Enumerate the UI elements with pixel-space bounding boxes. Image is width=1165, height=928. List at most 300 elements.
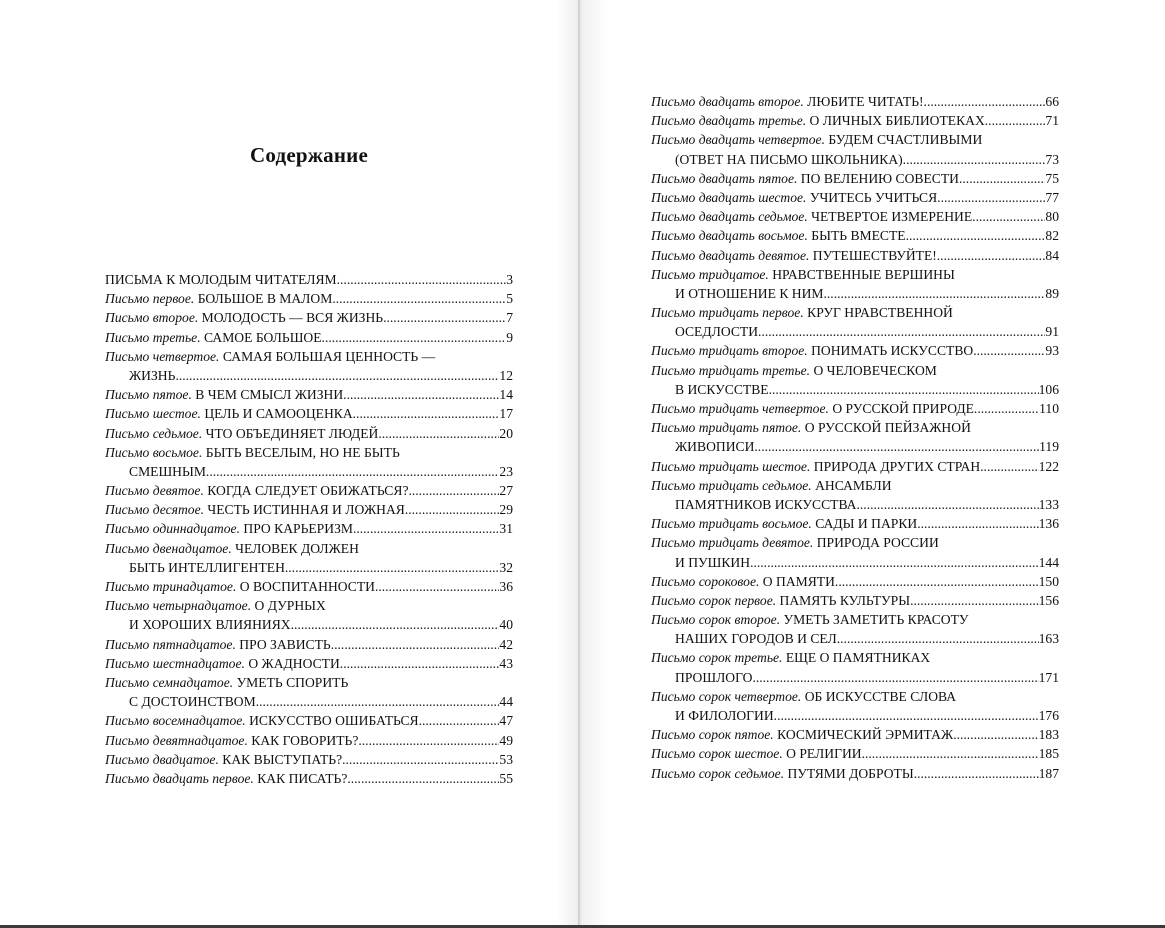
left-page bbox=[0, 0, 579, 925]
entry-title: СМЕШНЫМ. bbox=[129, 463, 210, 479]
page-number: 176 bbox=[1038, 708, 1059, 723]
leader-dots bbox=[937, 188, 1045, 207]
toc-entry-line bbox=[105, 577, 513, 596]
toc-entry-line bbox=[105, 596, 513, 615]
page-number: 66 bbox=[1045, 94, 1059, 109]
leader-dots bbox=[910, 591, 1039, 610]
entry-title: И ПУШКИН bbox=[675, 554, 751, 570]
toc-entry bbox=[105, 270, 513, 289]
letter-label: Письмо восемнадцатое. bbox=[105, 713, 246, 729]
toc-entry-line bbox=[651, 687, 1059, 706]
page-number: 89 bbox=[1045, 285, 1059, 301]
letter-label: Письмо тридцать девятое. bbox=[651, 535, 814, 551]
toc-entry-line bbox=[651, 303, 1059, 322]
leader-dots bbox=[914, 764, 1039, 783]
letter-label: Письмо двадцать девятое. bbox=[651, 247, 810, 263]
letter-label: Письмо четырнадцатое. bbox=[105, 598, 252, 614]
page-number: 31 bbox=[499, 521, 513, 537]
right-page bbox=[583, 0, 1165, 925]
page-number: 12 bbox=[499, 367, 513, 383]
page-number: 82 bbox=[1045, 228, 1059, 244]
page-number: 163 bbox=[1038, 631, 1059, 647]
leader-dots bbox=[953, 725, 1038, 744]
entry-title: БУДЕМ СЧАСТЛИВЫМИ bbox=[828, 132, 983, 148]
toc-entry-line bbox=[105, 673, 513, 692]
toc-entry bbox=[105, 539, 513, 577]
leader-dots bbox=[750, 553, 1039, 572]
page-number: 55 bbox=[499, 770, 513, 786]
page-number: 144 bbox=[1038, 554, 1059, 570]
leader-dots bbox=[824, 284, 1046, 303]
toc-entry-line bbox=[105, 462, 513, 481]
letter-label: Письмо тридцать четвертое. bbox=[651, 401, 829, 416]
toc-entry bbox=[105, 577, 513, 596]
letter-label: Письмо тридцать восьмое. bbox=[651, 516, 812, 532]
page-number: 49 bbox=[499, 732, 513, 748]
letter-label: Письмо сорок седьмое. bbox=[651, 765, 785, 781]
letter-label: Письмо сорок пятое. bbox=[651, 727, 774, 743]
leader-dots bbox=[382, 424, 500, 443]
leader-dots bbox=[917, 514, 1038, 533]
entry-title: ЧЕСТЬ ИСТИННАЯ И ЛОЖНАЯ. bbox=[207, 502, 409, 518]
page-number: 29 bbox=[499, 502, 513, 518]
entry-title: ПО ВЕЛЕНИЮ СОВЕСТИ bbox=[800, 170, 959, 186]
entry-title: КАК ГОВОРИТЬ? bbox=[251, 732, 359, 748]
entry-title: БЫТЬ ИНТЕЛЛИГЕНТЕН bbox=[129, 559, 285, 575]
entry-title: КАК ВЫСТУПАТЬ? bbox=[222, 751, 343, 767]
toc-entry-line bbox=[651, 226, 1059, 245]
page-number: 110 bbox=[1039, 401, 1059, 416]
page-number: 9 bbox=[506, 329, 513, 345]
toc-entry-line bbox=[105, 769, 513, 788]
letter-label: Письмо тридцать третье. bbox=[651, 362, 811, 378]
entry-title: ЧТО ОБЪЕДИНЯЕТ ЛЮДЕЙ. bbox=[205, 425, 382, 441]
entry-title: И ХОРОШИХ ВЛИЯНИЯХ. bbox=[129, 617, 295, 633]
leader-dots bbox=[977, 399, 1039, 418]
entry-title: ПРО КАРЬЕРИЗМ bbox=[243, 521, 353, 537]
entry-title: ЧЕЛОВЕК ДОЛЖЕН bbox=[235, 540, 359, 556]
entry-title: ПРО ЗАВИСТЬ. bbox=[239, 636, 335, 652]
leader-dots bbox=[837, 629, 1039, 648]
entry-title: УЧИТЕСЬ УЧИТЬСЯ bbox=[809, 189, 938, 205]
page-number: 75 bbox=[1045, 170, 1059, 186]
entry-title: О ДУРНЫХ bbox=[254, 598, 326, 614]
toc-entry bbox=[651, 130, 1059, 168]
page-number: 23 bbox=[499, 463, 513, 479]
toc-entry-line bbox=[651, 495, 1059, 514]
leader-dots bbox=[973, 341, 1045, 360]
page-number: 32 bbox=[499, 559, 513, 575]
leader-dots bbox=[342, 750, 499, 769]
letter-label: Письмо сорок четвертое. bbox=[651, 688, 802, 704]
toc-entry-line bbox=[105, 366, 513, 385]
entry-title: ЖИЗНЬ bbox=[129, 367, 176, 383]
leader-dots bbox=[325, 328, 506, 347]
entry-title: ОСЕДЛОСТИ bbox=[675, 324, 759, 340]
toc-entry bbox=[105, 750, 513, 769]
entry-title: КОСМИЧЕСКИЙ ЭРМИТАЖ bbox=[777, 727, 954, 743]
entry-title: САДЫ И ПАРКИ bbox=[815, 516, 918, 532]
letter-label: Письмо тринадцатое. bbox=[105, 579, 237, 594]
toc-entry bbox=[651, 572, 1059, 591]
toc-entry-line bbox=[651, 533, 1059, 552]
entry-title: ПРИРОДА РОССИИ bbox=[816, 535, 939, 551]
entry-title: ОБ ИСКУССТВЕ СЛОВА bbox=[804, 688, 957, 704]
toc-entry-line bbox=[105, 731, 513, 750]
entry-title: О ЧЕЛОВЕЧЕСКОМ bbox=[813, 362, 937, 378]
leader-dots bbox=[754, 437, 1039, 456]
entry-title: ПАМЯТЬ КУЛЬТУРЫ bbox=[779, 592, 911, 608]
page-number: 93 bbox=[1045, 343, 1059, 359]
letter-label: Письмо сорок шестое. bbox=[651, 746, 783, 762]
toc-entry bbox=[105, 500, 513, 519]
page-title: Содержание bbox=[250, 143, 368, 167]
toc-entry-line bbox=[651, 246, 1059, 265]
entry-title: ПОНИМАТЬ ИСКУССТВО bbox=[811, 343, 974, 359]
letter-label: Письмо двенадцатое. bbox=[105, 540, 232, 556]
toc-entry bbox=[651, 514, 1059, 533]
leader-dots bbox=[857, 495, 1039, 514]
entry-title: О ЖАДНОСТИ. bbox=[248, 655, 344, 671]
entry-title: О РЕЛИГИИ bbox=[786, 746, 862, 762]
entry-title: ПУТЯМИ ДОБРОТЫ bbox=[787, 765, 914, 781]
entry-title: БОЛЬШОЕ В МАЛОМ bbox=[197, 291, 333, 307]
toc-entry bbox=[105, 635, 513, 654]
toc-entry-line bbox=[105, 615, 513, 634]
toc-entry-line bbox=[651, 111, 1059, 130]
toc-entry-line bbox=[651, 437, 1059, 456]
toc-entry bbox=[105, 289, 513, 308]
leader-dots bbox=[752, 668, 1038, 687]
toc-entry bbox=[651, 111, 1059, 130]
toc-entry bbox=[651, 188, 1059, 207]
toc-entry-line bbox=[651, 610, 1059, 629]
toc-entry-line bbox=[105, 270, 513, 289]
leader-dots bbox=[337, 270, 507, 289]
page-number: 44 bbox=[499, 694, 513, 710]
page-number: 53 bbox=[499, 751, 513, 767]
letter-label: Письмо второе. bbox=[105, 310, 199, 326]
toc-entry-line bbox=[651, 150, 1059, 169]
letter-label: Письмо седьмое. bbox=[105, 425, 203, 441]
entry-title: О РУССКОЙ ПРИРОДЕ. bbox=[832, 401, 978, 416]
toc-entry bbox=[105, 673, 513, 711]
letter-label: Письмо одиннадцатое. bbox=[105, 521, 240, 537]
toc-entry-line bbox=[651, 130, 1059, 149]
toc-entry bbox=[651, 533, 1059, 571]
entry-title: С ДОСТОИНСТВОМ bbox=[129, 694, 256, 710]
entry-title: АНСАМБЛИ bbox=[815, 477, 892, 493]
entry-title: ПИСЬМА К МОЛОДЫМ ЧИТАТЕЛЯМ bbox=[105, 272, 337, 287]
entry-title: О ВОСПИТАННОСТИ bbox=[239, 579, 375, 594]
toc-entry-line bbox=[651, 361, 1059, 380]
leader-dots bbox=[209, 462, 499, 481]
gutter-shadow bbox=[557, 0, 579, 925]
page-number: 187 bbox=[1038, 765, 1059, 781]
page-number: 5 bbox=[506, 291, 513, 307]
toc-entry-line bbox=[651, 341, 1059, 360]
toc-entry-line bbox=[105, 654, 513, 673]
toc-entry-line bbox=[651, 399, 1059, 418]
page-number: 40 bbox=[499, 617, 513, 633]
letter-label: Письмо двадцать седьмое. bbox=[651, 209, 808, 225]
entry-title: НРАВСТВЕННЫЕ ВЕРШИНЫ bbox=[772, 266, 955, 282]
toc-entry-line bbox=[651, 284, 1059, 303]
page-number: 17 bbox=[499, 406, 513, 422]
toc-entry bbox=[651, 610, 1059, 648]
toc-entry bbox=[651, 169, 1059, 188]
leader-dots bbox=[383, 308, 506, 327]
letter-label: Письмо шестое. bbox=[105, 406, 201, 422]
toc-list-right bbox=[651, 92, 1059, 783]
toc-entry-line bbox=[651, 380, 1059, 399]
letter-label: Письмо двадцать шестое. bbox=[651, 189, 807, 205]
page-number: 84 bbox=[1045, 247, 1059, 263]
leader-dots bbox=[909, 226, 1045, 245]
letter-label: Письмо двадцать первое. bbox=[105, 770, 254, 786]
letter-label: Письмо третье. bbox=[105, 329, 201, 345]
letter-label: Письмо четвертое. bbox=[105, 348, 220, 364]
toc-entry bbox=[651, 476, 1059, 514]
leader-dots bbox=[906, 150, 1045, 169]
page-number: 71 bbox=[1045, 113, 1059, 129]
entry-title: И ОТНОШЕНИЕ К НИМ bbox=[675, 285, 824, 301]
letter-label: Письмо сороковое. bbox=[651, 573, 760, 589]
letter-label: Письмо сорок второе. bbox=[651, 612, 781, 628]
toc-entry bbox=[651, 303, 1059, 341]
toc-entry-line bbox=[651, 514, 1059, 533]
toc-entry-line bbox=[105, 347, 513, 366]
page-number: 7 bbox=[506, 310, 513, 326]
letter-label: Письмо сорок первое. bbox=[651, 592, 777, 608]
toc-entry-line bbox=[651, 744, 1059, 763]
leader-dots bbox=[343, 385, 499, 404]
entry-title: ПАМЯТНИКОВ ИСКУССТВА bbox=[675, 496, 857, 512]
letter-label: Письмо первое. bbox=[105, 291, 195, 307]
leader-dots bbox=[353, 519, 499, 538]
toc-entry-line bbox=[651, 706, 1059, 725]
toc-entry bbox=[651, 399, 1059, 418]
entry-title: УМЕТЬ ЗАМЕТИТЬ КРАСОТУ bbox=[783, 612, 969, 628]
toc-entry-line bbox=[105, 308, 513, 327]
toc-entry bbox=[651, 687, 1059, 725]
letter-label: Письмо двадцать третье. bbox=[651, 113, 807, 129]
leader-dots bbox=[927, 92, 1045, 111]
toc-entry-line bbox=[651, 92, 1059, 111]
letter-label: Письмо шестнадцатое. bbox=[105, 655, 245, 671]
toc-entry-line bbox=[651, 725, 1059, 744]
entry-title: КОГДА СЛЕДУЕТ ОБИЖАТЬСЯ? bbox=[207, 483, 409, 499]
entry-title: ПРОШЛОГО bbox=[675, 669, 753, 685]
toc-entry bbox=[105, 711, 513, 730]
entry-title: ЛЮБИТЕ ЧИТАТЬ!. bbox=[807, 94, 927, 109]
leader-dots bbox=[940, 246, 1045, 265]
entry-title: САМАЯ БОЛЬШАЯ ЦЕННОСТЬ — bbox=[222, 348, 436, 364]
page-number: 47 bbox=[499, 713, 513, 729]
letter-label: Письмо восьмое. bbox=[105, 444, 203, 460]
toc-entry bbox=[105, 385, 513, 404]
toc-entry bbox=[651, 226, 1059, 245]
letter-label: Письмо тридцать первое. bbox=[651, 305, 804, 321]
toc-entry bbox=[651, 246, 1059, 265]
letter-label: Письмо тридцатое. bbox=[651, 266, 769, 282]
letter-label: Письмо тридцать седьмое. bbox=[651, 477, 812, 493]
entry-title: И ФИЛОЛОГИИ bbox=[675, 708, 774, 723]
page-number: 133 bbox=[1038, 496, 1059, 512]
toc-entry-line bbox=[105, 519, 513, 538]
toc-entry-line bbox=[651, 553, 1059, 572]
page-number: 119 bbox=[1039, 439, 1059, 455]
leader-dots bbox=[343, 654, 499, 673]
toc-entry bbox=[651, 265, 1059, 303]
letter-label: Письмо тридцать пятое. bbox=[651, 420, 802, 436]
toc-entry-line bbox=[651, 207, 1059, 226]
entry-title: БЫТЬ ВМЕСТЕ. bbox=[811, 228, 909, 244]
page-number: 43 bbox=[499, 655, 513, 671]
entry-title: В ИСКУССТВЕ bbox=[675, 381, 769, 397]
leader-dots bbox=[976, 207, 1046, 226]
toc-entry-line bbox=[651, 418, 1059, 437]
entry-title: ПРИРОДА ДРУГИХ СТРАН bbox=[813, 458, 981, 474]
letter-label: Письмо девятое. bbox=[105, 483, 204, 499]
toc-entry-line bbox=[651, 572, 1059, 591]
toc-entry-line bbox=[651, 476, 1059, 495]
leader-dots bbox=[980, 457, 1038, 476]
letter-label: Письмо девятнадцатое. bbox=[105, 732, 248, 748]
page-number: 36 bbox=[499, 579, 513, 594]
leader-dots bbox=[408, 500, 499, 519]
letter-label: Письмо пятнадцатое. bbox=[105, 636, 236, 652]
toc-entry bbox=[105, 481, 513, 500]
toc-entry bbox=[105, 443, 513, 481]
letter-label: Письмо десятое. bbox=[105, 502, 204, 518]
toc-entry bbox=[105, 596, 513, 634]
page-number: 136 bbox=[1038, 516, 1059, 532]
letter-label: Письмо сорок третье. bbox=[651, 650, 783, 666]
toc-entry bbox=[651, 457, 1059, 476]
toc-entry-line bbox=[105, 750, 513, 769]
toc-entry-line bbox=[105, 404, 513, 423]
leader-dots bbox=[334, 635, 499, 654]
toc-entry bbox=[105, 424, 513, 443]
page-number: 77 bbox=[1045, 189, 1059, 205]
leader-dots bbox=[959, 169, 1045, 188]
entry-title: НАШИХ ГОРОДОВ И СЕЛ bbox=[675, 631, 837, 647]
letter-label: Письмо пятое. bbox=[105, 387, 192, 403]
toc-entry bbox=[651, 648, 1059, 686]
leader-dots bbox=[294, 615, 499, 634]
toc-entry-line bbox=[105, 289, 513, 308]
page-number: 106 bbox=[1038, 381, 1059, 397]
entry-title: О ЛИЧНЫХ БИБЛИОТЕКАХ bbox=[809, 113, 985, 129]
toc-entry bbox=[105, 769, 513, 788]
toc-entry-line bbox=[651, 169, 1059, 188]
toc-entry-line bbox=[651, 322, 1059, 341]
toc-entry-line bbox=[105, 711, 513, 730]
leader-dots bbox=[408, 481, 499, 500]
toc-entry bbox=[105, 731, 513, 750]
letter-label: Письмо двадцать восьмое. bbox=[651, 228, 808, 244]
entry-title: БЫТЬ ВЕСЕЛЫМ, НО НЕ БЫТЬ bbox=[205, 444, 400, 460]
toc-entry-line bbox=[105, 443, 513, 462]
leader-dots bbox=[419, 711, 500, 730]
leader-dots bbox=[358, 731, 499, 750]
toc-entry-line bbox=[105, 328, 513, 347]
page-number: 150 bbox=[1038, 573, 1059, 589]
toc-entry-line bbox=[105, 385, 513, 404]
toc-entry bbox=[651, 418, 1059, 456]
toc-entry-line bbox=[651, 457, 1059, 476]
toc-entry bbox=[651, 725, 1059, 744]
toc-entry bbox=[651, 764, 1059, 783]
page-number: 14 bbox=[499, 387, 513, 403]
toc-entry-line bbox=[651, 265, 1059, 284]
toc-entry bbox=[105, 308, 513, 327]
toc-entry-line bbox=[105, 692, 513, 711]
leader-dots bbox=[758, 322, 1045, 341]
entry-title: ЖИВОПИСИ bbox=[675, 439, 755, 455]
toc-entry bbox=[651, 341, 1059, 360]
toc-entry-line bbox=[105, 539, 513, 558]
page-number: 171 bbox=[1038, 669, 1059, 685]
entry-title: ЧЕТВЕРТОЕ ИЗМЕРЕНИЕ. bbox=[811, 209, 976, 225]
toc-list-left bbox=[105, 270, 513, 788]
letter-label: Письмо двадцать пятое. bbox=[651, 170, 798, 186]
entry-title: КАК ПИСАТЬ? bbox=[257, 770, 348, 786]
toc-entry-line bbox=[105, 635, 513, 654]
leader-dots bbox=[347, 769, 499, 788]
letter-label: Письмо тридцать второе. bbox=[651, 343, 808, 359]
page-number: 122 bbox=[1038, 458, 1059, 474]
entry-title: ЕЩЕ О ПАМЯТНИКАХ bbox=[785, 650, 931, 666]
page-number: 156 bbox=[1038, 592, 1059, 608]
page-number: 73 bbox=[1045, 151, 1059, 167]
entry-title: ИСКУССТВО ОШИБАТЬСЯ bbox=[249, 713, 419, 729]
entry-title: О РУССКОЙ ПЕЙЗАЖНОЙ bbox=[804, 420, 971, 436]
toc-entry-line bbox=[651, 629, 1059, 648]
toc-entry bbox=[105, 328, 513, 347]
leader-dots bbox=[375, 577, 499, 596]
leader-dots bbox=[769, 380, 1039, 399]
entry-title: МОЛОДОСТЬ — ВСЯ ЖИЗНЬ bbox=[201, 310, 384, 326]
toc-entry-line bbox=[651, 648, 1059, 667]
entry-title: В ЧЕМ СМЫСЛ ЖИЗНИ bbox=[195, 387, 344, 403]
entry-title: КРУГ НРАВСТВЕННОЙ bbox=[807, 305, 953, 321]
toc-entry-line bbox=[651, 764, 1059, 783]
entry-title: ЦЕЛЬ И САМООЦЕНКА. bbox=[204, 406, 357, 422]
toc-entry bbox=[105, 347, 513, 385]
toc-entry bbox=[651, 92, 1059, 111]
leader-dots bbox=[332, 289, 506, 308]
leader-dots bbox=[774, 706, 1039, 725]
page-number: 27 bbox=[499, 483, 513, 499]
entry-title: О ПАМЯТИ bbox=[762, 573, 835, 589]
letter-label: Письмо семнадцатое. bbox=[105, 674, 234, 690]
page-number: 3 bbox=[506, 272, 513, 287]
page-number: 80 bbox=[1045, 209, 1059, 225]
toc-entry bbox=[651, 591, 1059, 610]
toc-entry-line bbox=[105, 424, 513, 443]
toc-entry-line bbox=[651, 188, 1059, 207]
entry-title: САМОЕ БОЛЬШОЕ. bbox=[204, 329, 325, 345]
toc-entry-line bbox=[105, 500, 513, 519]
toc-entry bbox=[651, 207, 1059, 226]
page-number: 91 bbox=[1045, 324, 1059, 340]
leader-dots bbox=[356, 404, 499, 423]
leader-dots bbox=[285, 558, 500, 577]
page-number: 42 bbox=[499, 636, 513, 652]
page-number: 183 bbox=[1038, 727, 1059, 743]
